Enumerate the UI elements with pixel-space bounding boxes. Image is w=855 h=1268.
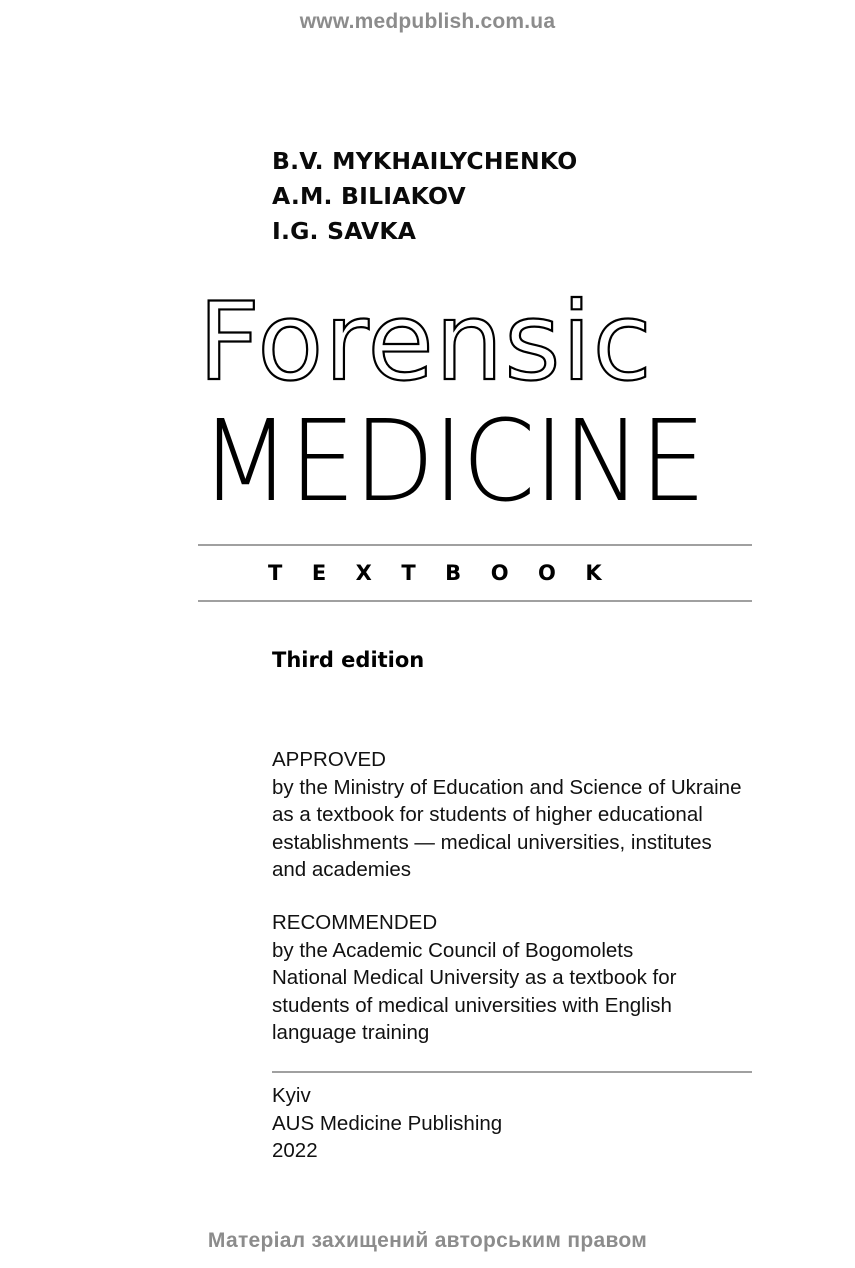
author-name: B.V. MYKHAILYCHENKO: [272, 147, 578, 175]
approved-line: by the Ministry of Education and Science of Ukraine: [272, 775, 742, 799]
divider: [272, 1071, 752, 1073]
approved-line: and academies: [272, 858, 412, 881]
approved-line: establishments — medical universities, institutes: [272, 830, 712, 854]
divider: [198, 544, 752, 546]
recommended-line: students of medical universities with English: [272, 993, 672, 1017]
recommended-line: National Medical University as a textbook for: [272, 966, 677, 989]
recommended-line: by the Academic Council of Bogomolets: [272, 938, 634, 962]
approved-line: as a textbook for students of higher educational: [272, 803, 703, 826]
edition-label: Third edition: [272, 648, 425, 672]
author-name: I.G. SAVKA: [272, 217, 417, 245]
author-name: A.M. BILIAKOV: [272, 182, 466, 210]
authors-list: [272, 144, 577, 249]
recommended-block: [272, 909, 677, 1047]
imprint-publisher: AUS Medicine Publishing: [272, 1111, 503, 1135]
recommended-line: language training: [272, 1021, 430, 1044]
watermark-copyright: Матеріал захищений авторським правом: [207, 1229, 648, 1252]
imprint-city: Kyiv: [272, 1084, 311, 1107]
imprint-year: 2022: [272, 1139, 318, 1162]
watermark-url: www.medpublish.com.ua: [299, 10, 556, 33]
title-forensic: Forensic: [198, 280, 653, 405]
recommended-heading: RECOMMENDED: [272, 911, 438, 934]
title-medicine: MEDICINE: [200, 397, 705, 527]
approved-block: [272, 746, 741, 884]
subtitle-textbook: TEXTBOOK: [268, 561, 632, 585]
divider: [198, 600, 752, 602]
approved-heading: APPROVED: [272, 748, 386, 771]
imprint-block: [272, 1082, 502, 1165]
